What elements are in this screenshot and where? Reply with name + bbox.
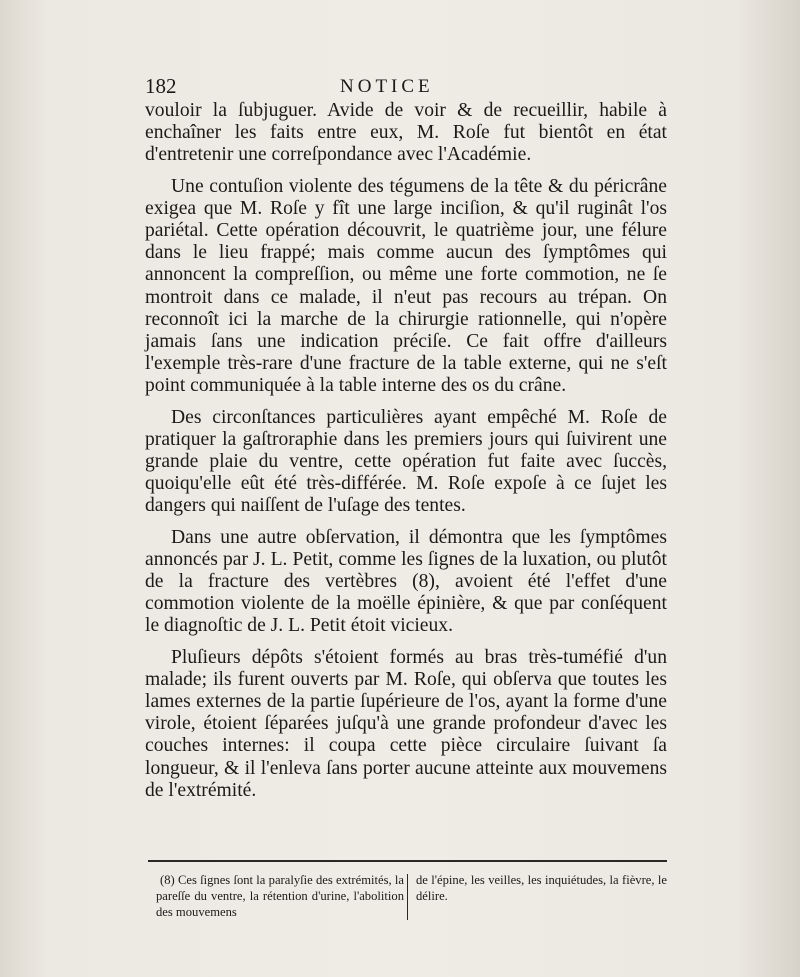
paragraph: vouloir la ſubjuguer. Avide de voir & de recueillir, habile à enchaîner les faits entre eux, M. Roſe fut bientôt en état d'entretenir une correſpondance avec l'Académie. — [145, 100, 667, 166]
paragraph: Une contuſion violente des tégumens de la tête & du péricrâne exigea que M. Roſe y fît une large inciſion, & qu'il ruginât l'os pariétal. Cette opération découvrit, le quatrième jour, une félure dans le lieu frappé; mais comme aucun des ſymptômes qui annoncent la compreſſion, ou même une forte commotion, ne ſe montroit dans ce malade, il n'eut pas recours au trépan. On reconnoît ici la marche de la chirurgie rationnelle, qui n'opère jamais ſans une indication préciſe. Ce fait offre d'ailleurs l'exemple très-rare d'une fracture de la table externe, qui ne s'eſt point communiquée à la table interne des os du crâne. — [145, 175, 667, 397]
footnote-right-column: de l'épine, les veilles, les inquiétudes, la fièvre, le délire. — [416, 873, 667, 903]
footnotes — [148, 872, 667, 922]
page-number: 182 — [145, 74, 177, 98]
footnote-column-divider — [407, 874, 408, 920]
paragraph: Des circonſtances particulières ayant empêché M. Roſe de pratiquer la gaſtroraphie dans les premiers jours qui ſuivirent une grande plaie du ventre, cette opération fut faite avec ſuccès, quoiqu'elle eût été très-différée. M. Roſe expoſe à ce ſujet les dangers qui naiſſent de l'uſage des tentes. — [145, 406, 667, 517]
page-header — [145, 74, 665, 102]
paragraph: Dans une autre obſervation, il démontra que les ſymptômes annoncés par J. L. Petit, comme les ſignes de la luxation, ou plutôt de la fracture des vertèbres (8), avoient été l'effet d'une commotion violente de la moëlle épinière, & que par conſéquent le diagnoſtic de J. L. Petit étoit vicieux. — [145, 526, 667, 637]
paragraph: Pluſieurs dépôts s'étoient formés au bras très-tuméfié d'un malade; ils furent ouverts par M. Roſe, qui obſerva que toutes les lames externes de la partie ſupérieure de l'os, ayant la forme d'une virole, étoient ſéparées juſqu'à une grande profondeur d'avec les couches internes: il coupa cette pièce circulaire ſuivant ſa longueur, & il l'enleva ſans porter aucune atteinte aux mouvemens de l'extrémité. — [145, 646, 667, 801]
running-head: NOTICE — [340, 76, 434, 97]
footnote-left-column: (8) Ces ſignes ſont la paralyſie des extrémités, la pareſſe du ventre, la rétention d'urine, l'abolition des mouvemens — [156, 873, 404, 919]
footnote-rule — [148, 860, 667, 862]
body-text — [145, 100, 667, 811]
